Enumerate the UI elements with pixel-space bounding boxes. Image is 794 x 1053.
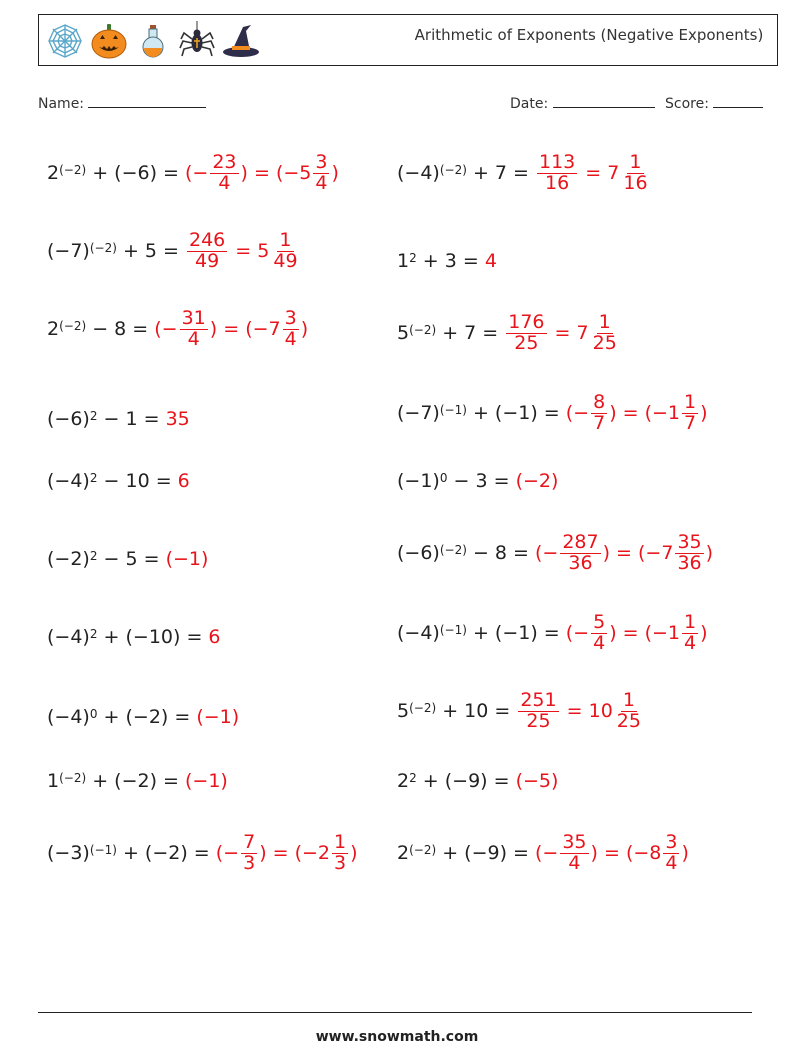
- problem-operation: + 5 =: [116, 240, 185, 262]
- answer-suffix: ): [700, 401, 708, 424]
- problem-answer: [535, 530, 714, 574]
- answer-suffix: ): [705, 541, 714, 564]
- answer-improper-fraction-numerator: 246: [189, 228, 226, 251]
- answer-mixed-fraction: [675, 530, 703, 574]
- problem-operation: + (−1) =: [466, 402, 566, 424]
- answer-improper-fraction-denominator: 3: [243, 851, 256, 874]
- problem-answer: [504, 310, 621, 354]
- witch-hat-icon: [221, 21, 261, 61]
- problem-operation: + 3 =: [416, 250, 485, 272]
- problem-base: (−2): [47, 548, 90, 570]
- answer-mixed-whole: = 7: [548, 321, 589, 344]
- problem-answer: [166, 548, 209, 570]
- answer-suffix: ): [350, 841, 358, 864]
- answer-mixed-fraction: [332, 830, 348, 874]
- answer-mixed-whole: ) = (−1: [609, 621, 681, 644]
- answer-improper-fraction: [591, 390, 607, 434]
- answer-improper-fraction: [560, 530, 600, 574]
- problem-answer: [166, 408, 190, 430]
- answer-mixed-whole: = 10: [560, 699, 613, 722]
- answer-mixed-whole: ) = (−5: [240, 161, 312, 184]
- answer-prefix: (−: [535, 841, 559, 864]
- problem-base: (−6): [397, 542, 440, 564]
- problem-exponent: (−2): [59, 319, 87, 333]
- problem-operation: + (−10) =: [97, 626, 209, 648]
- answer-value: 6: [177, 470, 190, 492]
- problem-exponent: (−2): [439, 163, 467, 177]
- answer-mixed-fraction-denominator: 16: [623, 171, 648, 194]
- answer-mixed-fraction-denominator: 4: [665, 851, 678, 874]
- name-field[interactable]: [38, 93, 206, 112]
- problem-exponent: (−1): [439, 403, 467, 417]
- answer-improper-fraction-numerator: 251: [520, 688, 557, 711]
- problem-operation: + (−9) =: [436, 842, 535, 864]
- problem-base: 2: [47, 162, 60, 184]
- answer-mixed-fraction: [621, 150, 649, 194]
- date-label: Date:: [510, 96, 549, 112]
- problem-l1: [47, 145, 339, 201]
- problem-operation: + (−6) =: [86, 162, 185, 184]
- problem-operation: − 3 =: [447, 470, 516, 492]
- problem-answer: [565, 610, 708, 654]
- answer-improper-fraction: [518, 688, 558, 732]
- problem-r2: [397, 233, 497, 289]
- problem-answer: [215, 830, 358, 874]
- worksheet-title: Arithmetic of Exponents (Negative Exponents): [414, 26, 764, 44]
- problem-operation: − 8 =: [466, 542, 535, 564]
- answer-improper-fraction: [506, 310, 546, 354]
- answer-improper-fraction-numerator: 5: [593, 610, 606, 633]
- name-blank[interactable]: [88, 93, 206, 108]
- answer-improper-fraction-denominator: 25: [526, 709, 551, 732]
- pumpkin-icon: [89, 21, 129, 61]
- problem-exponent: 2: [89, 409, 98, 423]
- answer-mixed-fraction: [591, 310, 619, 354]
- answer-mixed-fraction-numerator: 1: [684, 610, 697, 633]
- answer-mixed-fraction-numerator: 1: [629, 150, 642, 173]
- answer-suffix: ): [331, 161, 339, 184]
- answer-mixed-fraction-numerator: 1: [334, 830, 347, 853]
- potion-icon: [133, 21, 173, 61]
- answer-mixed-whole: = 7: [579, 161, 620, 184]
- answer-improper-fraction: [591, 610, 607, 654]
- problem-base: (−4): [397, 622, 440, 644]
- answer-improper-fraction-denominator: 4: [568, 851, 581, 874]
- problem-operation: − 5 =: [97, 548, 166, 570]
- answer-value: (−1): [185, 770, 228, 792]
- answer-suffix: ): [681, 841, 689, 864]
- answer-mixed-fraction: [313, 150, 329, 194]
- problem-base: (−7): [47, 240, 90, 262]
- answer-mixed-fraction: [615, 688, 643, 732]
- answer-mixed-fraction: [271, 228, 299, 272]
- problem-base: 2: [397, 842, 410, 864]
- answer-mixed-whole: ) = (−8: [590, 841, 662, 864]
- answer-mixed-fraction-denominator: 36: [677, 551, 702, 574]
- problem-exponent: (−2): [59, 163, 87, 177]
- answer-improper-fraction-numerator: 287: [562, 530, 599, 553]
- answer-prefix: (−: [565, 621, 590, 644]
- answer-mixed-fraction-numerator: 1: [279, 228, 292, 251]
- problem-operation: + (−2) =: [86, 770, 185, 792]
- answer-improper-fraction-denominator: 4: [187, 327, 200, 350]
- answer-value: 6: [208, 626, 221, 648]
- problem-operation: + (−9) =: [416, 770, 516, 792]
- answer-mixed-whole: ) = (−1: [609, 401, 681, 424]
- problem-l9: [47, 753, 228, 809]
- problem-operation: + 10 =: [436, 700, 517, 722]
- problem-exponent: (−2): [59, 771, 87, 785]
- answer-improper-fraction: [241, 830, 257, 874]
- problem-answer: [185, 150, 339, 194]
- problem-base: (−4): [397, 162, 440, 184]
- answer-mixed-fraction-denominator: 4: [684, 631, 697, 654]
- problem-r7: [397, 605, 708, 661]
- date-blank[interactable]: [553, 93, 655, 108]
- problem-operation: + 7 =: [436, 322, 505, 344]
- answer-improper-fraction-numerator: 35: [562, 830, 587, 853]
- answer-mixed-fraction-numerator: 35: [677, 530, 702, 553]
- answer-prefix: (−: [565, 401, 590, 424]
- answer-mixed-fraction-numerator: 1: [598, 310, 611, 333]
- answer-improper-fraction: [537, 150, 577, 194]
- answer-mixed-fraction-numerator: 3: [665, 830, 678, 853]
- answer-improper-fraction-denominator: 16: [545, 171, 570, 194]
- answer-improper-fraction-numerator: 176: [508, 310, 545, 333]
- answer-mixed-fraction-denominator: 25: [616, 709, 641, 732]
- problem-base: 2: [47, 318, 60, 340]
- answer-improper-fraction-numerator: 113: [539, 150, 576, 173]
- problem-base: 1: [47, 770, 60, 792]
- problem-answer: [208, 626, 220, 648]
- answer-mixed-fraction-denominator: 25: [592, 331, 617, 354]
- problem-answer: [535, 830, 689, 874]
- problem-exponent: (−2): [439, 543, 467, 557]
- problem-exponent: 2: [409, 251, 417, 265]
- name-label: Name:: [38, 96, 85, 112]
- problem-exponent: 2: [89, 627, 98, 641]
- problem-operation: + 7 =: [466, 162, 535, 184]
- problem-operation: + (−2) =: [97, 706, 197, 728]
- answer-mixed-fraction: [682, 610, 698, 654]
- problem-answer: [516, 688, 645, 732]
- problem-r9: [397, 753, 558, 809]
- problem-base: (−3): [47, 842, 90, 864]
- problem-base: (−4): [47, 706, 90, 728]
- problem-base: (−7): [397, 402, 440, 424]
- answer-mixed-whole: ) = (−2: [259, 841, 331, 864]
- problem-operation: − 1 =: [97, 408, 166, 430]
- answer-prefix: (−: [185, 161, 209, 184]
- problem-r1: [397, 145, 652, 201]
- answer-improper-fraction-denominator: 7: [593, 411, 606, 434]
- answer-mixed-fraction-denominator: 4: [315, 171, 328, 194]
- problem-operation: − 10 =: [97, 470, 178, 492]
- answer-mixed-fraction: [682, 390, 698, 434]
- answer-mixed-fraction-denominator: 4: [284, 327, 297, 350]
- problem-answer: [535, 150, 652, 194]
- answer-value: 4: [484, 250, 497, 272]
- answer-mixed-whole: = 5: [229, 239, 270, 262]
- problem-answer: [154, 306, 309, 350]
- answer-mixed-whole: ) = (−7: [209, 317, 281, 340]
- problem-answer: [565, 390, 708, 434]
- answer-improper-fraction: [560, 830, 588, 874]
- score-label: Score:: [665, 96, 709, 112]
- score-field[interactable]: [665, 93, 763, 112]
- problem-answer: [178, 470, 190, 492]
- problem-base: (−4): [47, 470, 90, 492]
- problem-exponent: (−2): [409, 701, 437, 715]
- problem-l5: [47, 453, 190, 509]
- problem-l2: [47, 223, 302, 279]
- header-box: [38, 14, 778, 66]
- answer-mixed-fraction-numerator: 1: [622, 688, 635, 711]
- problem-base: (−4): [47, 626, 90, 648]
- problem-exponent: 2: [89, 471, 98, 485]
- answer-prefix: (−: [154, 317, 178, 340]
- answer-value: (−1): [165, 548, 209, 570]
- problem-r5: [397, 453, 558, 509]
- answer-improper-fraction-numerator: 7: [243, 830, 256, 853]
- answer-improper-fraction: [180, 306, 208, 350]
- problem-exponent: 0: [89, 707, 98, 721]
- date-field[interactable]: [510, 93, 655, 112]
- problem-operation: − 8 =: [86, 318, 155, 340]
- answer-improper-fraction-denominator: 4: [218, 171, 231, 194]
- answer-improper-fraction: [210, 150, 238, 194]
- problem-r10: [397, 825, 689, 881]
- answer-value: (−1): [196, 706, 240, 728]
- icon-row: [45, 21, 261, 61]
- answer-improper-fraction-denominator: 25: [514, 331, 539, 354]
- problem-base: 5: [397, 700, 410, 722]
- answer-mixed-fraction-denominator: 7: [684, 411, 697, 434]
- answer-mixed-fraction-numerator: 1: [684, 390, 697, 413]
- problem-l8: [47, 689, 239, 745]
- problem-l4: [47, 391, 190, 447]
- answer-mixed-fraction-numerator: 3: [315, 150, 328, 173]
- answer-improper-fraction-numerator: 8: [593, 390, 606, 413]
- answer-suffix: ): [700, 621, 708, 644]
- answer-improper-fraction-numerator: 23: [212, 150, 237, 173]
- problem-exponent: (−2): [409, 843, 437, 857]
- spider-web-icon: [45, 21, 85, 61]
- answer-value: (−5): [515, 770, 559, 792]
- score-blank[interactable]: [713, 93, 763, 108]
- problem-base: 2: [397, 770, 410, 792]
- answer-value: 35: [165, 408, 190, 430]
- answer-mixed-fraction: [283, 306, 299, 350]
- answer-suffix: ): [300, 317, 309, 340]
- answer-mixed-fraction-denominator: 49: [273, 249, 298, 272]
- footer-url: www.snowmath.com: [315, 1029, 479, 1045]
- problem-r3: [397, 305, 621, 361]
- answer-improper-fraction-denominator: 49: [195, 249, 220, 272]
- problem-exponent: (−1): [439, 623, 467, 637]
- answer-improper-fraction-denominator: 36: [568, 551, 593, 574]
- answer-mixed-fraction-denominator: 3: [334, 851, 347, 874]
- answer-mixed-whole: ) = (−7: [602, 541, 674, 564]
- answer-prefix: (−: [535, 541, 559, 564]
- answer-mixed-fraction-numerator: 3: [284, 306, 297, 329]
- problem-r6: [397, 525, 713, 581]
- problem-exponent: (−2): [89, 241, 117, 255]
- problem-exponent: 2: [409, 771, 417, 785]
- answer-improper-fraction-numerator: 31: [181, 306, 206, 329]
- problem-answer: [185, 228, 302, 272]
- problem-exponent: (−2): [409, 323, 437, 337]
- problem-base: (−1): [397, 470, 440, 492]
- problem-l10: [47, 825, 358, 881]
- problem-r8: [397, 683, 645, 739]
- problem-exponent: 0: [439, 471, 448, 485]
- problem-l7: [47, 609, 221, 665]
- problem-operation: + (−2) =: [116, 842, 216, 864]
- problem-base: 5: [397, 322, 410, 344]
- answer-improper-fraction: [187, 228, 227, 272]
- problem-base: 1: [397, 250, 410, 272]
- problem-l6: [47, 531, 208, 587]
- answer-value: (−2): [515, 470, 559, 492]
- problem-operation: + (−1) =: [466, 622, 566, 644]
- footer-divider: [38, 1012, 752, 1013]
- problem-exponent: 2: [89, 549, 98, 563]
- problem-l3: [47, 301, 308, 357]
- spider-icon: [177, 21, 217, 61]
- problem-exponent: (−1): [89, 843, 117, 857]
- answer-prefix: (−: [215, 841, 240, 864]
- problem-answer: [516, 770, 559, 792]
- problem-answer: [485, 250, 497, 272]
- problem-r4: [397, 385, 708, 441]
- problem-base: (−6): [47, 408, 90, 430]
- answer-improper-fraction-denominator: 4: [593, 631, 606, 654]
- problem-answer: [516, 470, 559, 492]
- problem-answer: [185, 770, 228, 792]
- problem-answer: [196, 706, 239, 728]
- answer-mixed-fraction: [663, 830, 679, 874]
